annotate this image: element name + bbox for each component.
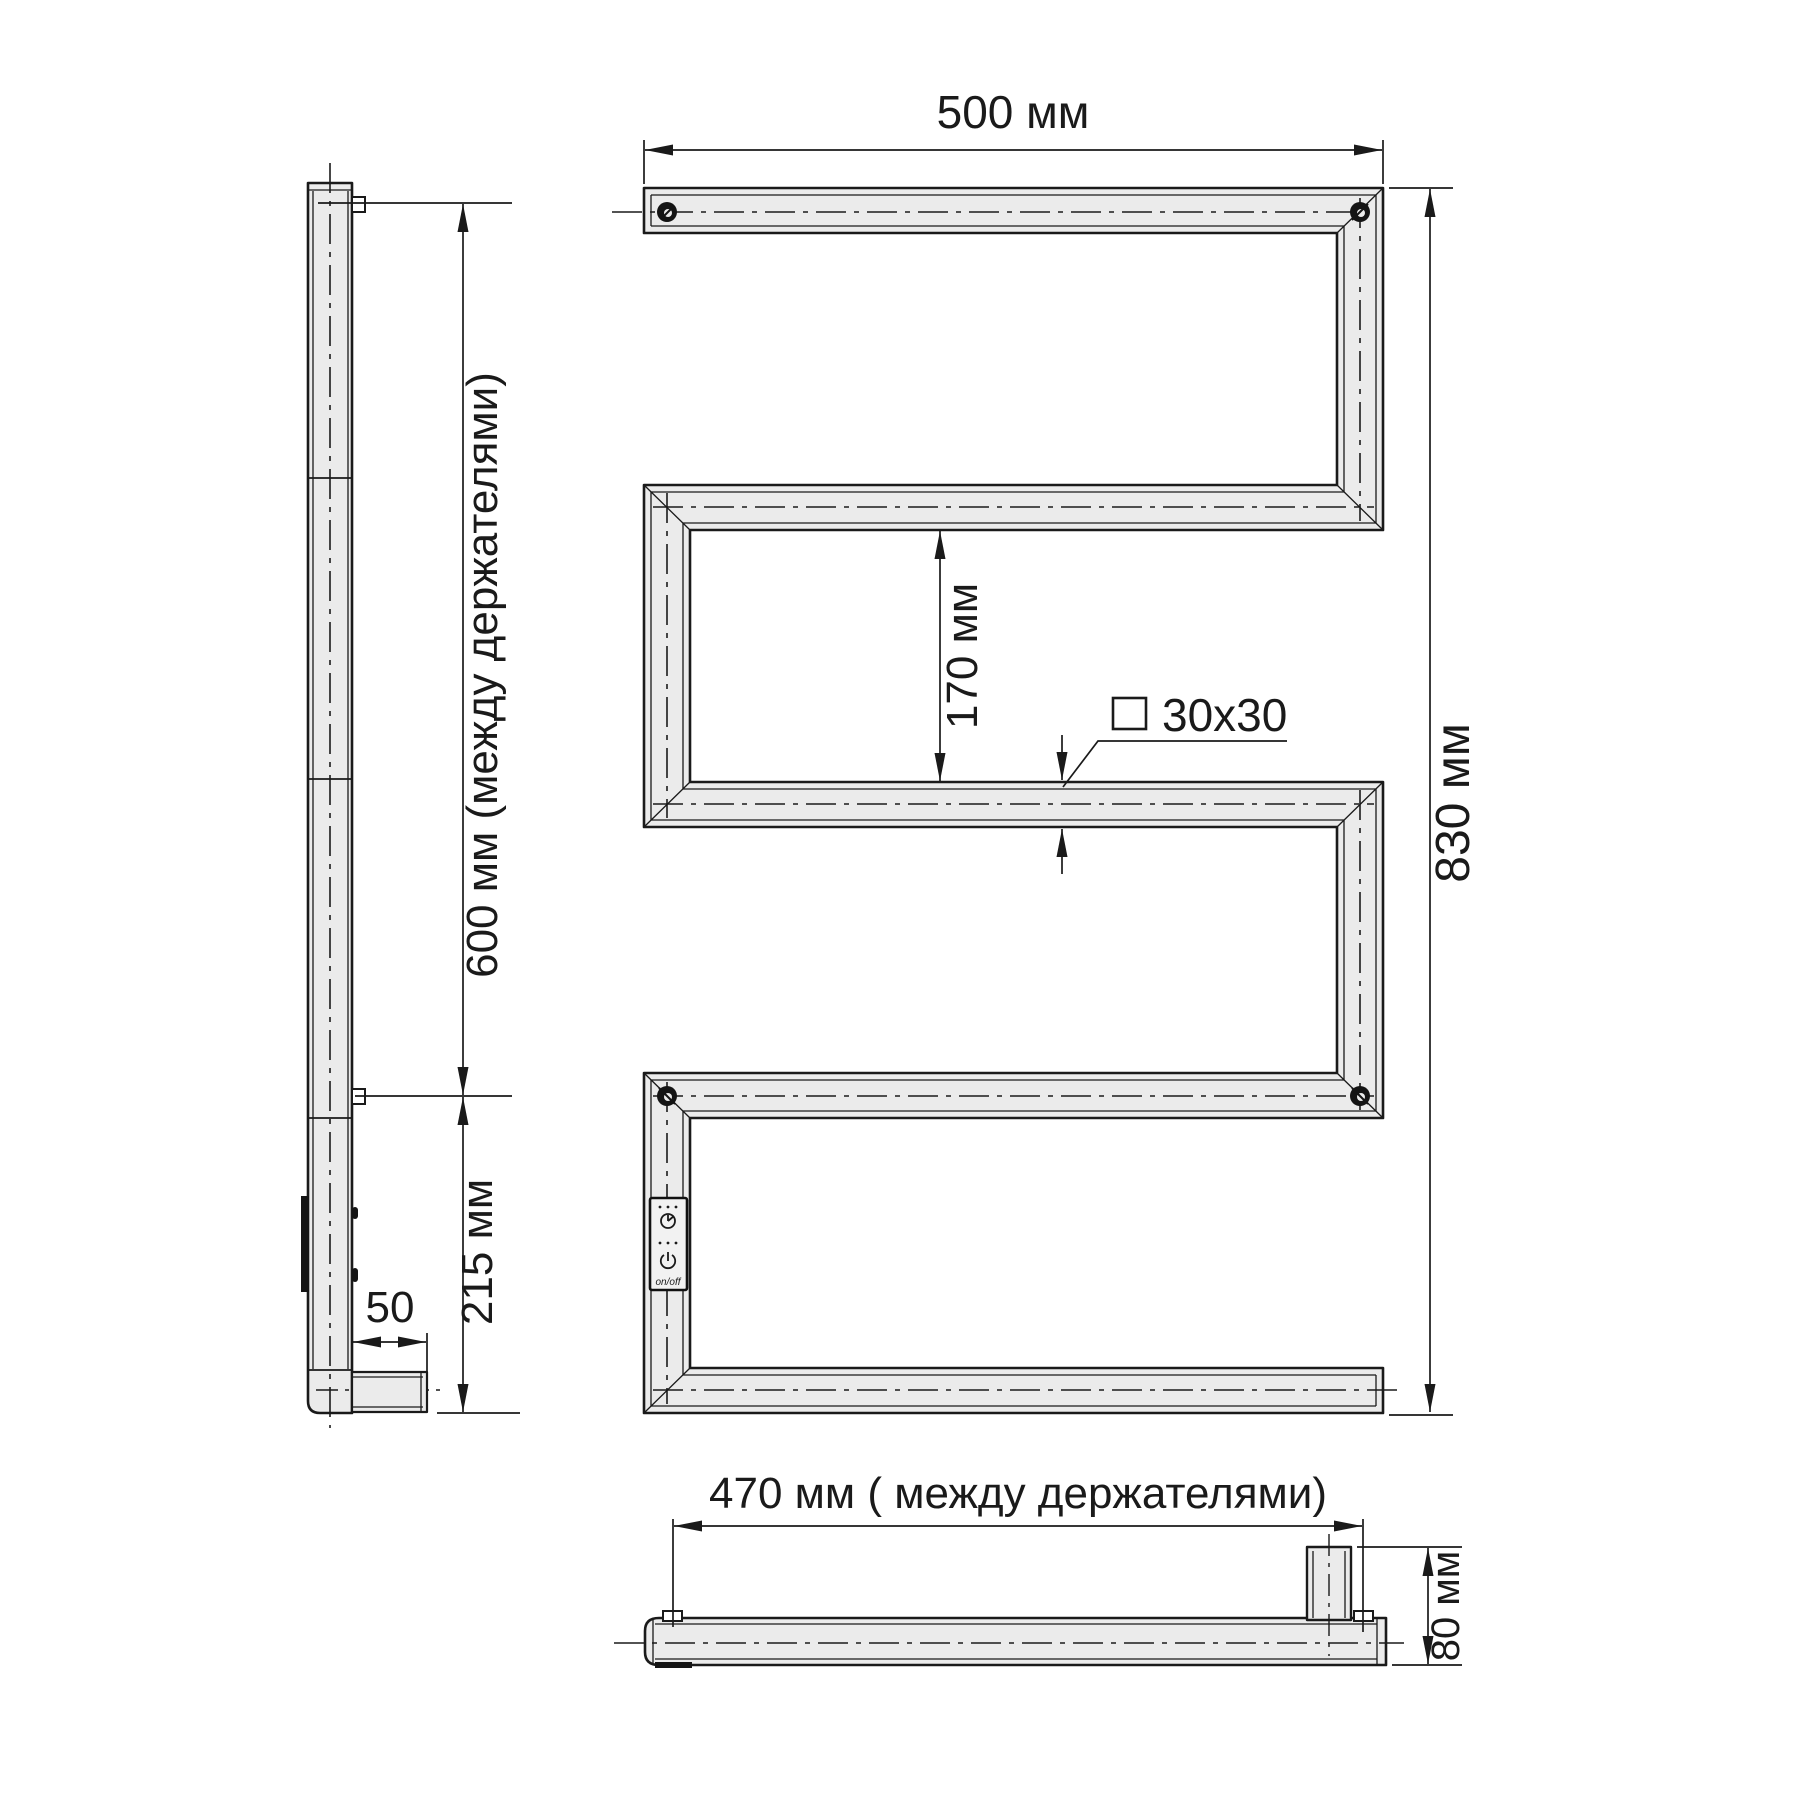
dim-holder-width xyxy=(673,1469,1363,1632)
front-view xyxy=(612,86,1480,1415)
on-off-label: on/off xyxy=(655,1277,681,1288)
dim-width xyxy=(644,86,1383,184)
holder-screws xyxy=(657,202,1370,1106)
screw-icon xyxy=(657,202,677,222)
control-panel-side xyxy=(301,1196,309,1292)
bottom-view xyxy=(614,1469,1468,1668)
end-cap-shadow xyxy=(655,1662,692,1668)
dim-holder-width-label: 470 мм ( между держателями) xyxy=(709,1469,1327,1518)
screw-icon xyxy=(1350,1086,1370,1106)
dim-height-label: 830 мм xyxy=(1427,723,1480,883)
screw-icon xyxy=(1350,202,1370,222)
dim-width-label: 500 мм xyxy=(936,86,1090,138)
dim-height xyxy=(1389,188,1480,1415)
square-symbol-icon xyxy=(1113,698,1146,729)
cable-bump-icon xyxy=(352,1207,358,1219)
dim-profile-label: 30x30 xyxy=(1162,689,1288,741)
cable-bump-icon xyxy=(352,1268,358,1282)
serpentine-tube xyxy=(644,188,1383,1413)
dim-bottom-offset xyxy=(437,1097,520,1413)
holder-top-side xyxy=(352,197,365,212)
dim-holder-span-label: 600 мм (между держателями) xyxy=(458,372,507,978)
dim-foot-depth-label: 50 xyxy=(365,1283,415,1332)
screw-icon xyxy=(657,1086,677,1106)
bottom-tube xyxy=(645,1618,1386,1665)
dim-rung-gap-label: 170 мм xyxy=(938,582,987,730)
side-foot xyxy=(352,1372,427,1412)
dim-depth-label: 80 мм xyxy=(1424,1550,1468,1662)
dim-rung-gap xyxy=(938,531,987,781)
dim-bottom-offset-label: 215 мм xyxy=(453,1178,502,1326)
control-panel xyxy=(650,1198,687,1290)
side-view xyxy=(301,163,520,1428)
